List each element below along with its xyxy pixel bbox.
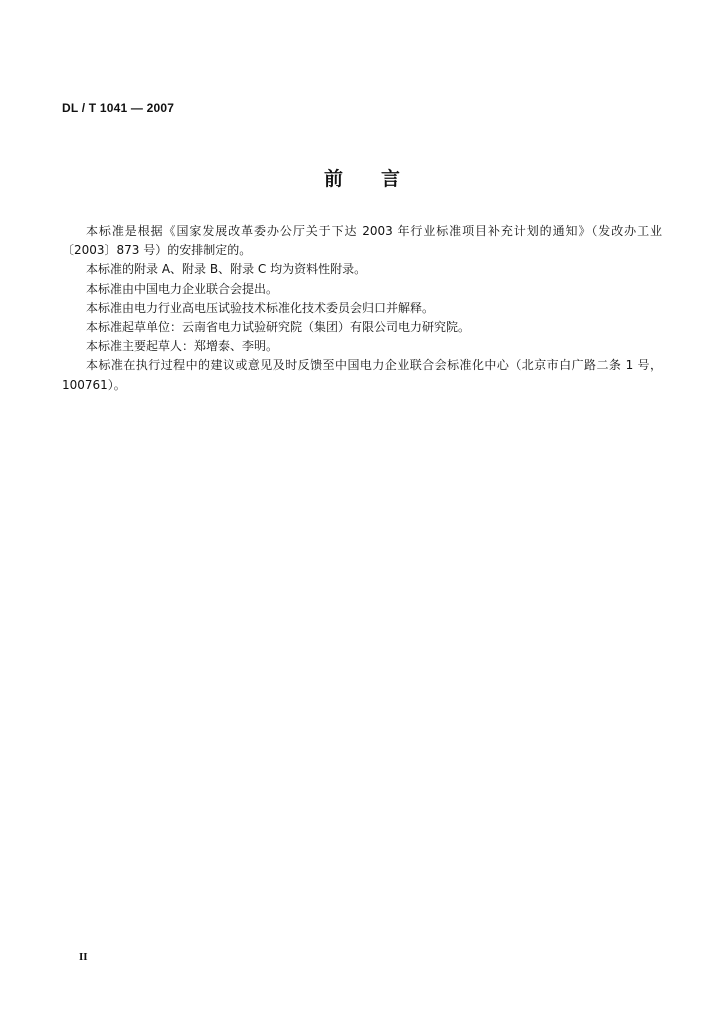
paragraph-feedback: 本标准在执行过程中的建议或意见及时反馈至中国电力企业联合会标准化中心（北京市白广路二条 1 号，100761）。 [62, 358, 662, 392]
paragraph-drafters: 本标准主要起草人：郑增泰、李明。 [86, 339, 279, 354]
paragraph-basis: 本标准是根据《国家发展改革委办公厅关于下达 2003 年行业标准项目补充计划的通知》（发改办工业〔2003〕873 号）的安排制定的。 [62, 224, 662, 258]
document-code: DL / T 1041 — 2007 [62, 101, 175, 115]
paragraph-proposer: 本标准由中国电力企业联合会提出。 [86, 281, 279, 296]
page-number: II [79, 951, 88, 963]
paragraph-committee: 本标准由电力行业高电压试验技术标准化技术委员会归口并解释。 [86, 300, 435, 315]
page-title: 前 言 [323, 168, 400, 190]
foreword-body [62, 222, 662, 395]
paragraph-drafting-unit: 本标准起草单位：云南省电力试验研究院（集团）有限公司电力研究院。 [86, 320, 471, 335]
paragraph-appendix: 本标准的附录 A、附录 B、附录 C 均为资料性附录。 [86, 262, 367, 277]
